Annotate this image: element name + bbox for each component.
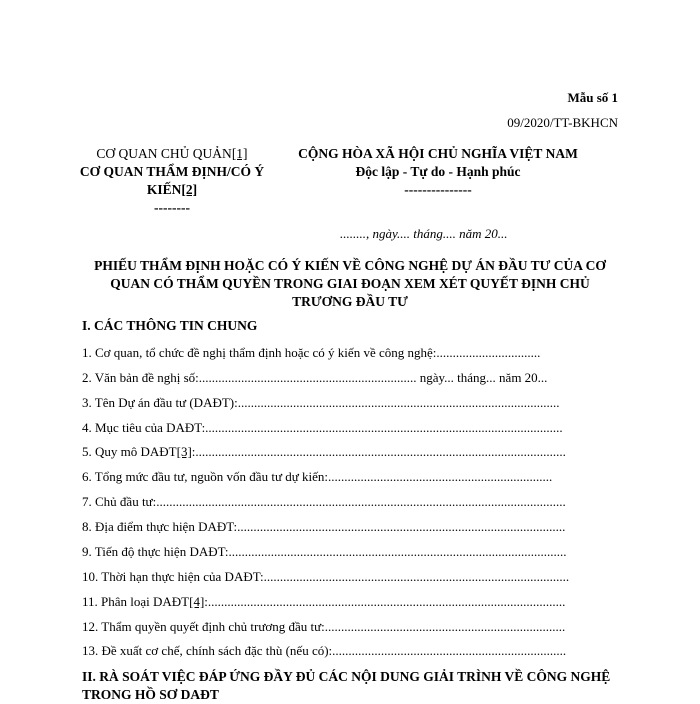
field-project-scale-label: 5. Quy mô DAĐT	[82, 444, 177, 459]
field-classification	[82, 594, 565, 610]
field-special-policies: 13. Đề xuất cơ chế, chính sách đặc thù (nếu có):........................................................................	[82, 643, 567, 658]
motto-separator: ---------------	[404, 182, 472, 197]
field-project-scale-dots: :..................................................................................................................	[191, 444, 566, 459]
field-investor: 7. Chủ đầu tư:..............................................................................................................................	[82, 494, 566, 509]
field-duration: 10. Thời hạn thực hiện của DAĐT:..............................................................................................	[82, 569, 570, 584]
field-request-document: 2. Văn bản đề nghị số:................................................................... ngày... tháng... năm 20...	[82, 370, 548, 385]
field-schedule: 9. Tiến độ thực hiện DAĐT:........................................................................................................	[82, 544, 567, 559]
field-classification-label: 11. Phân loại DAĐT	[82, 594, 190, 609]
country-name: CỘNG HÒA XÃ HỘI CHỦ NGHĨA VIỆT NAM	[298, 146, 578, 161]
footnote-link-2[interactable]: [2]	[181, 182, 198, 197]
document-title: PHIẾU THẨM ĐỊNH HOẶC CÓ Ý KIẾN VỀ CÔNG NGHỆ DỰ ÁN ĐẦU TƯ CỦA CƠ QUAN CÓ THẨM QUYỀN TRONG GIAI ĐOẠN XEM XÉT QUYẾT ĐỊNH CHỦ TRƯƠNG ĐẦU TƯ	[94, 258, 606, 309]
footnote-link-4[interactable]: [4]	[189, 594, 205, 609]
national-heading	[280, 145, 596, 199]
footnote-link-3[interactable]: [3]	[176, 444, 192, 459]
governing-agency	[72, 145, 272, 163]
issuing-agency-block	[72, 145, 272, 217]
section-1-heading: I. CÁC THÔNG TIN CHUNG	[82, 318, 258, 333]
appraisal-agency	[72, 163, 272, 199]
appraisal-agency-label: CƠ QUAN THẨM ĐỊNH/CÓ Ý KIẾN	[79, 164, 265, 197]
form-number: Mẫu số 1	[567, 90, 618, 105]
date-line: ........, ngày.... tháng.... năm 20...	[340, 226, 508, 241]
field-total-investment: 6. Tổng mức đầu tư, nguồn vốn đầu tư dự kiến:.....................................................................	[82, 469, 553, 484]
field-project-objective: 4. Mục tiêu của DAĐT:..............................................................................................................	[82, 420, 563, 435]
governing-agency-label: CƠ QUAN CHỦ QUẢN	[96, 146, 232, 161]
agency-separator: --------	[154, 200, 190, 215]
field-requesting-agency: 1. Cơ quan, tổ chức đề nghị thẩm định hoặc có ý kiến về công nghệ:................................	[82, 345, 541, 360]
field-location: 8. Địa điểm thực hiện DAĐT:.....................................................................................................	[82, 519, 566, 534]
circular-reference: 09/2020/TT-BKHCN	[507, 115, 618, 130]
field-decision-authority: 12. Thẩm quyền quyết định chủ trương đầu tư:..........................................................................	[82, 619, 566, 634]
section-2-heading: II. RÀ SOÁT VIỆC ĐÁP ỨNG ĐẦY ĐỦ CÁC NỘI DUNG GIẢI TRÌNH VỀ CÔNG NGHỆ TRONG HỒ SƠ DAĐT	[82, 669, 611, 702]
footnote-link-1[interactable]: [1]	[231, 146, 248, 161]
national-motto: Độc lập - Tự do - Hạnh phúc	[355, 164, 521, 179]
field-project-scale	[82, 444, 566, 460]
field-project-name: 3. Tên Dự án đầu tư (DAĐT):...................................................................................................	[82, 395, 560, 410]
field-classification-dots: :..............................................................................................................	[204, 594, 566, 609]
